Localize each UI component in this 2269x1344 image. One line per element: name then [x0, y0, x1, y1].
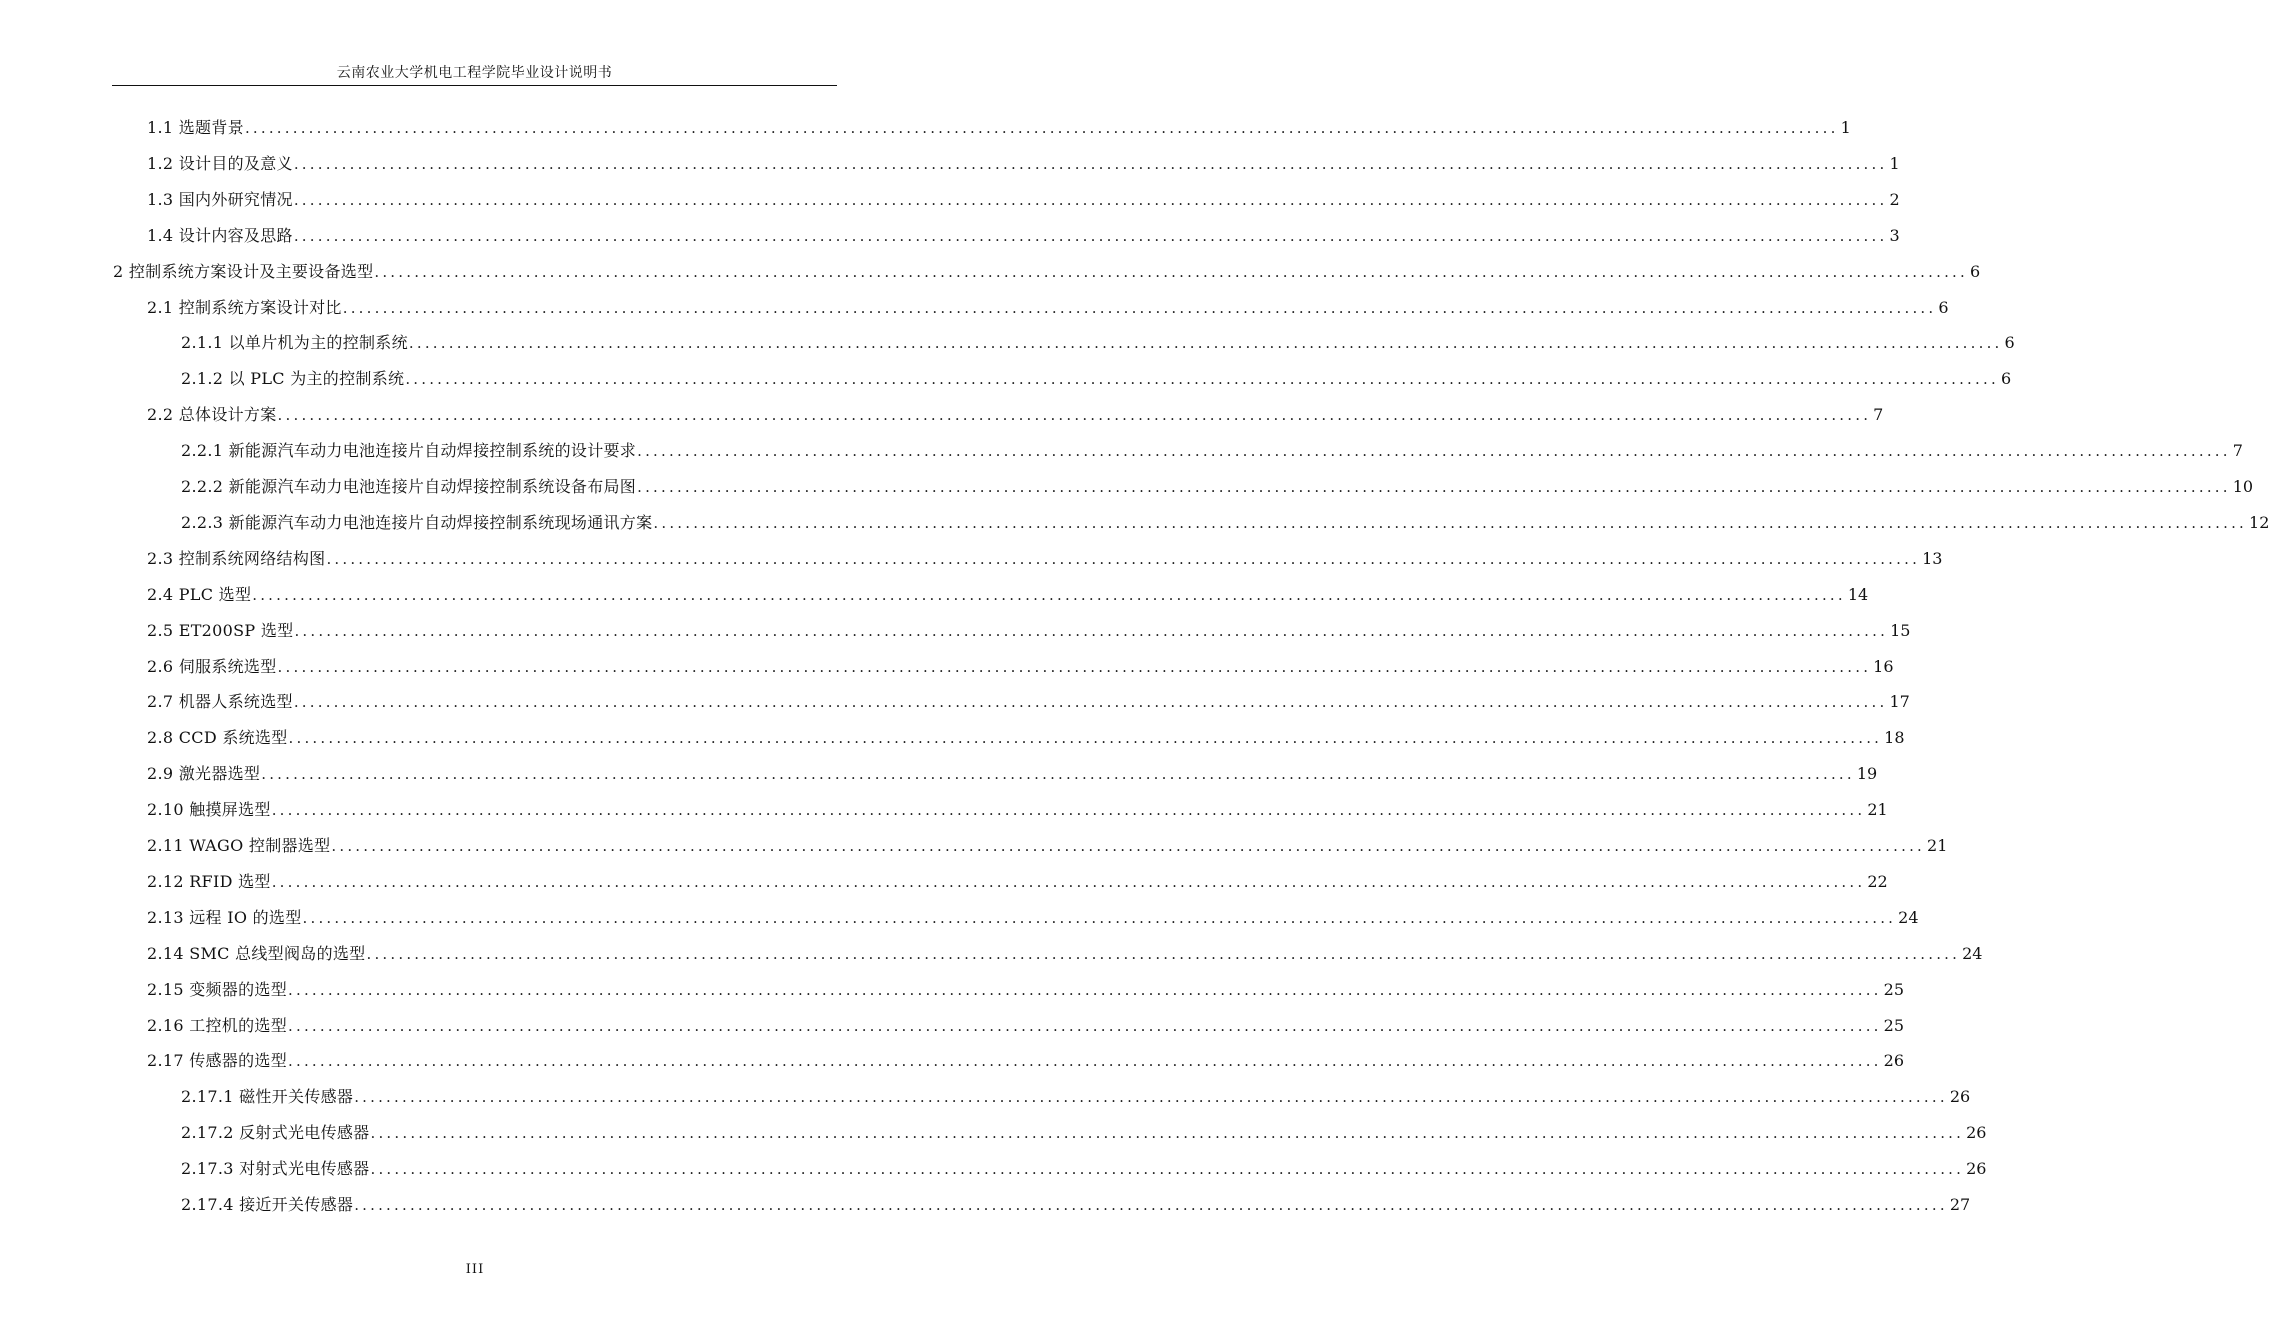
toc-dot-leader: ........................................................................................................................................................................................................ — [354, 1196, 1948, 1214]
toc-entry-title: 2.7 机器人系统选型 — [147, 692, 293, 712]
toc-entry-page-number: 3 — [1889, 225, 1900, 245]
toc-entry[interactable] — [181, 433, 2243, 469]
toc-entry-title: 2.13 远程 IO 的选型 — [147, 907, 302, 927]
toc-entry-page-number: 24 — [1962, 943, 1983, 963]
toc-entry-title: 2.2.3 新能源汽车动力电池连接片自动焊接控制系统现场通讯方案 — [181, 512, 653, 532]
toc-dot-leader: ........................................................................................................................................................................................................ — [293, 693, 1888, 712]
toc-dot-leader: ........................................................................................................................................................................................................ — [354, 1088, 1948, 1107]
toc-entry[interactable] — [181, 1115, 1987, 1151]
toc-entry-title: 2.14 SMC 总线型阀岛的选型 — [147, 943, 366, 963]
toc-dot-leader: ........................................................................................................................................................................................................ — [374, 262, 1968, 281]
toc-entry-title: 2.2 总体设计方案 — [147, 405, 277, 425]
toc-entry-page-number: 13 — [1922, 548, 1943, 568]
toc-entry[interactable] — [147, 1043, 1904, 1079]
toc-entry[interactable] — [147, 397, 1884, 433]
toc-dot-leader: ........................................................................................................................................................................................................ — [277, 406, 1872, 425]
toc-dot-leader: ........................................................................................................................................................................................................ — [293, 226, 1888, 245]
toc-dot-leader: ........................................................................................................................................................................................................ — [370, 1160, 1965, 1179]
toc-dot-leader: ........................................................................................................................................................................................................ — [288, 1052, 1882, 1071]
toc-entry-title: 2.11 WAGO 控制器选型 — [147, 836, 331, 855]
toc-entry-page-number: 26 — [1949, 1087, 1971, 1107]
toc-entry-page-number: 26 — [1966, 1123, 1987, 1143]
toc-dot-leader: ........................................................................................................................................................................................................ — [252, 585, 1846, 604]
toc-entry[interactable] — [147, 290, 1949, 326]
toc-entry-title: 2.15 变频器的选型 — [147, 979, 288, 999]
toc-entry-title: 2 控制系统方案设计及主要设备选型 — [113, 261, 374, 281]
toc-entry-title: 2.4 PLC 选型 — [147, 584, 252, 604]
toc-dot-leader: ........................................................................................................................................................................................................ — [244, 119, 1839, 137]
toc-entry-page-number: 27 — [1949, 1195, 1971, 1214]
page-number: III — [465, 1262, 485, 1277]
toc-entry-page-number: 25 — [1883, 979, 1904, 999]
toc-entry-title: 2.2.1 新能源汽车动力电池连接片自动焊接控制系统的设计要求 — [181, 441, 637, 461]
toc-dot-leader: ........................................................................................................................................................................................................ — [288, 980, 1882, 999]
toc-entry-title: 2.17.1 磁性开关传感器 — [181, 1087, 354, 1107]
toc-dot-leader: ........................................................................................................................................................................................................ — [302, 908, 1897, 927]
header-divider — [112, 85, 837, 86]
toc-dot-leader: ........................................................................................................................................................................................................ — [288, 1016, 1882, 1035]
toc-dot-leader: ........................................................................................................................................................................................................ — [370, 1124, 1965, 1143]
toc-entry-title: 2.3 控制系统网络结构图 — [147, 548, 326, 568]
toc-entry[interactable] — [147, 1008, 1904, 1044]
toc-entry[interactable] — [181, 1079, 1971, 1115]
toc-entry[interactable] — [147, 613, 1911, 649]
toc-dot-leader: ........................................................................................................................................................................................................ — [261, 765, 1855, 784]
toc-dot-leader: ........................................................................................................................................................................................................ — [277, 657, 1872, 676]
toc-entry[interactable] — [147, 900, 1919, 936]
toc-entry[interactable] — [147, 864, 1888, 900]
toc-entry[interactable] — [147, 577, 1869, 613]
toc-entry-title: 1.3 国内外研究情况 — [147, 189, 293, 209]
toc-entry[interactable] — [147, 972, 1904, 1008]
toc-entry-page-number: 6 — [2004, 333, 2015, 353]
toc-entry[interactable] — [147, 110, 1851, 146]
toc-entry[interactable] — [147, 649, 1894, 685]
toc-entry-title: 2.1 控制系统方案设计对比 — [147, 297, 342, 317]
toc-dot-leader: ........................................................................................................................................................................................................ — [271, 872, 1866, 891]
toc-entry[interactable] — [147, 182, 1900, 218]
toc-entry-page-number: 19 — [1856, 764, 1878, 784]
toc-entry[interactable] — [147, 218, 1900, 254]
toc-entry-title: 2.17 传感器的选型 — [147, 1051, 288, 1071]
toc-dot-leader: ........................................................................................................................................................................................................ — [653, 513, 2248, 532]
toc-entry-title: 2.17.4 接近开关传感器 — [181, 1195, 354, 1214]
toc-entry-page-number: 18 — [1884, 728, 1905, 748]
toc-entry-title: 1.2 设计目的及意义 — [147, 153, 293, 173]
toc-entry-page-number: 2 — [1889, 189, 1900, 209]
toc-entry-page-number: 17 — [1889, 692, 1910, 712]
toc-entry[interactable] — [181, 505, 2269, 541]
toc-entry-page-number: 26 — [1966, 1159, 1987, 1179]
toc-entry[interactable] — [113, 254, 1981, 290]
toc-entry[interactable] — [147, 792, 1888, 828]
toc-entry-page-number: 22 — [1867, 871, 1888, 891]
toc-entry-page-number: 15 — [1890, 620, 1911, 640]
toc-entry-page-number: 6 — [1970, 261, 1981, 281]
toc-dot-leader: ........................................................................................................................................................................................................ — [637, 442, 2231, 461]
toc-entry[interactable] — [181, 1187, 1971, 1223]
toc-entry-title: 1.1 选题背景 — [147, 118, 244, 137]
toc-entry-page-number: 16 — [1873, 656, 1894, 676]
toc-entry-page-number: 21 — [1927, 836, 1948, 855]
toc-entry-page-number: 24 — [1898, 907, 1919, 927]
toc-entry[interactable] — [147, 541, 1943, 577]
toc-entry-title: 2.17.2 反射式光电传感器 — [181, 1123, 370, 1143]
toc-entry[interactable] — [147, 756, 1878, 792]
toc-dot-leader: ........................................................................................................................................................................................................ — [366, 944, 1961, 963]
toc-entry-page-number: 25 — [1883, 1015, 1904, 1035]
toc-dot-leader: ........................................................................................................................................................................................................ — [294, 621, 1889, 640]
toc-entry[interactable] — [181, 325, 2015, 361]
toc-entry-title: 2.17.3 对射式光电传感器 — [181, 1159, 370, 1179]
toc-dot-leader: ........................................................................................................................................................................................................ — [331, 837, 1926, 855]
toc-entry-page-number: 7 — [2232, 441, 2243, 461]
toc-entry[interactable] — [147, 936, 1983, 972]
toc-entry-page-number: 21 — [1867, 800, 1888, 820]
toc-dot-leader: ........................................................................................................................................................................................................ — [637, 478, 2231, 496]
toc-entry-title: 2.10 触摸屏选型 — [147, 800, 271, 820]
page-header-title: 云南农业大学机电工程学院毕业设计说明书 — [336, 65, 613, 81]
toc-entry-title: 2.6 伺服系统选型 — [147, 656, 277, 676]
toc-entry-page-number: 10 — [2232, 477, 2254, 496]
toc-entry-page-number: 1 — [1840, 118, 1851, 137]
toc-entry-title: 2.16 工控机的选型 — [147, 1015, 288, 1035]
toc-entry[interactable] — [181, 469, 2254, 505]
toc-entry[interactable] — [147, 146, 1900, 182]
toc-dot-leader: ........................................................................................................................................................................................................ — [293, 190, 1888, 209]
toc-entry-page-number: 6 — [2000, 369, 2012, 389]
toc-entry-title: 1.4 设计内容及思路 — [147, 225, 293, 245]
toc-entry-title: 2.12 RFID 选型 — [147, 871, 271, 891]
toc-dot-leader: ........................................................................................................................................................................................................ — [326, 549, 1921, 568]
toc-dot-leader: ........................................................................................................................................................................................................ — [408, 334, 2003, 353]
toc-entry-page-number: 26 — [1883, 1051, 1904, 1071]
toc-entry-title: 2.2.2 新能源汽车动力电池连接片自动焊接控制系统设备布局图 — [181, 477, 637, 496]
toc-entry-page-number: 1 — [1889, 153, 1900, 173]
toc-dot-leader: ........................................................................................................................................................................................................ — [342, 298, 1937, 317]
toc-entry[interactable] — [147, 720, 1905, 756]
toc-entry-title: 2.9 激光器选型 — [147, 764, 261, 784]
toc-entry[interactable] — [181, 1151, 1987, 1187]
toc-entry-page-number: 14 — [1847, 584, 1869, 604]
toc-entry-page-number: 12 — [2249, 512, 2269, 532]
toc-entry-page-number: 6 — [1938, 297, 1949, 317]
toc-entry-title: 2.1.2 以 PLC 为主的控制系统 — [181, 369, 405, 389]
toc-entry-title: 2.8 CCD 系统选型 — [147, 728, 288, 748]
toc-entry-title: 2.1.1 以单片机为主的控制系统 — [181, 333, 408, 353]
toc-entry-title: 2.5 ET200SP 选型 — [147, 620, 294, 640]
toc-dot-leader: ........................................................................................................................................................................................................ — [271, 801, 1866, 820]
toc-entry-page-number: 7 — [1873, 405, 1884, 425]
toc-dot-leader: ........................................................................................................................................................................................................ — [293, 154, 1888, 173]
toc-entry[interactable] — [181, 361, 2012, 397]
toc-dot-leader: ........................................................................................................................................................................................................ — [288, 729, 1883, 748]
toc-entry[interactable] — [147, 828, 1948, 864]
toc-dot-leader: ........................................................................................................................................................................................................ — [405, 370, 1999, 389]
toc-entry[interactable] — [147, 684, 1910, 720]
